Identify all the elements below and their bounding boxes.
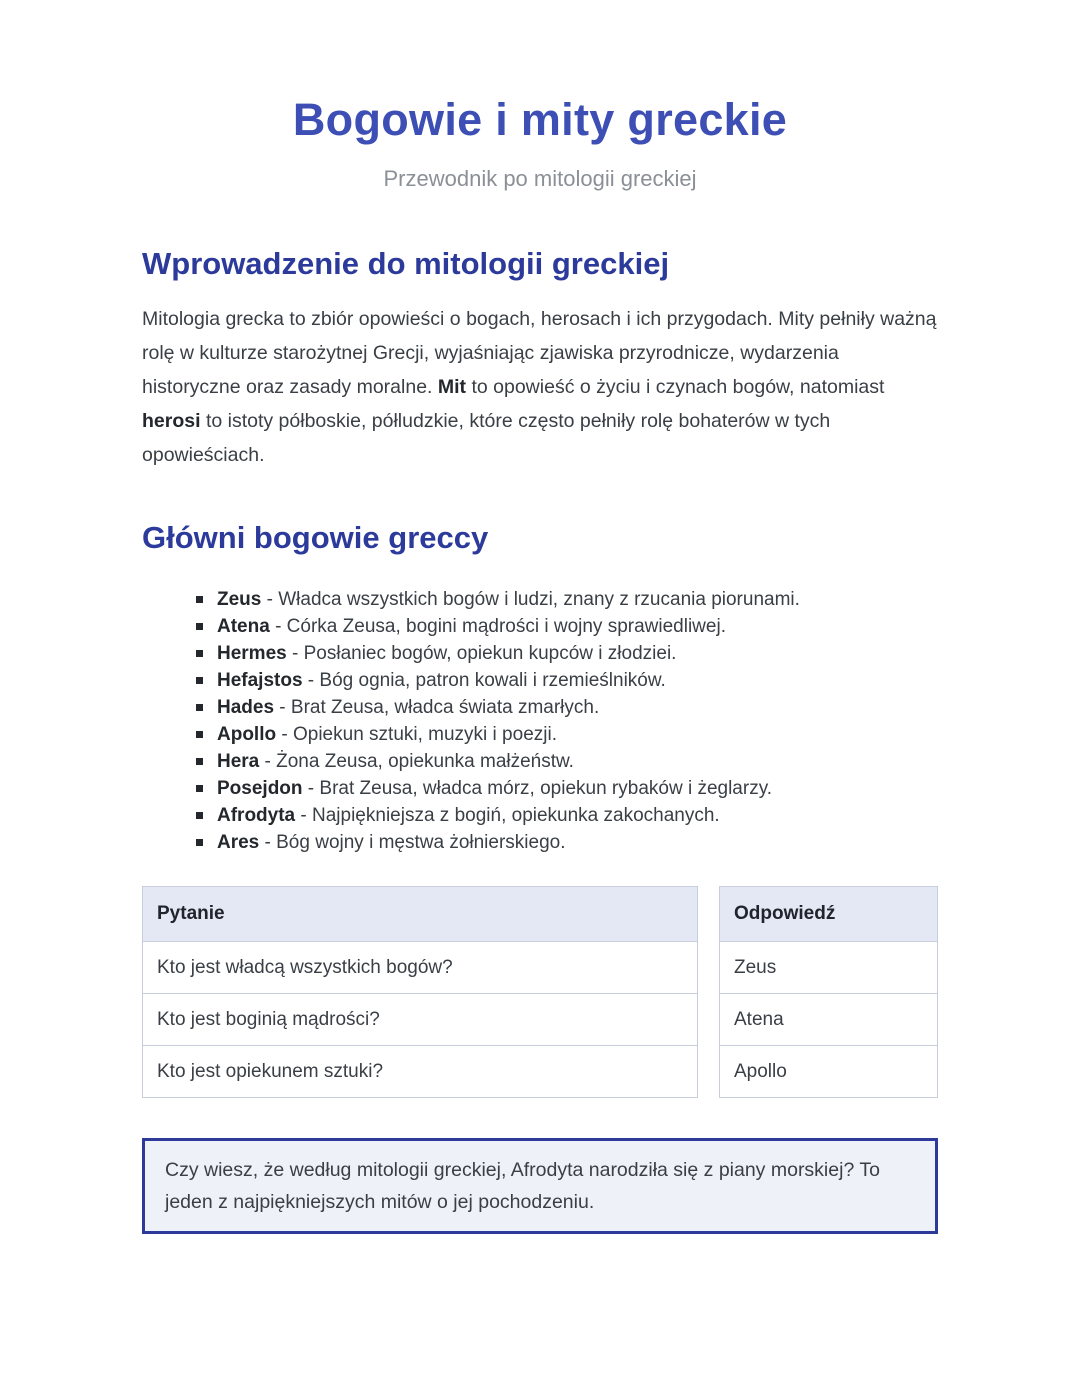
god-description: - Córka Zeusa, bogini mądrości i wojny sprawiedliwej.: [269, 616, 726, 637]
section-heading-gods: Główni bogowie greccy: [142, 520, 489, 555]
god-name: Zeus: [217, 589, 262, 610]
god-description: - Władca wszystkich bogów i ludzi, znany z rzucania piorunami.: [261, 589, 800, 610]
god-description: - Bóg wojny i męstwa żołnierskiego.: [259, 832, 566, 853]
god-name: Atena: [217, 616, 270, 637]
intro-term-herosi: herosi: [142, 410, 201, 432]
list-item-atena: [196, 613, 938, 640]
infobox-text: Czy wiesz, że według mitologii greckiej, Afrodyta narodziła się z piany morskiej? To jeden z najpiękniejszych mitów o jej pochodzeniu.: [165, 1159, 880, 1213]
god-description: - Brat Zeusa, władca mórz, opiekun rybaków i żeglarzy.: [302, 778, 773, 799]
god-name: Posejdon: [217, 778, 303, 799]
table-header-question: Pytanie: [142, 886, 698, 942]
god-description: - Posłaniec bogów, opiekun kupców i złodziei.: [286, 643, 677, 664]
bullet-square-icon: [196, 812, 203, 819]
list-item-hades: [196, 694, 938, 721]
page-subtitle: Przewodnik po mitologii greckiej: [383, 166, 697, 191]
intro-paragraph-part-2: to opowieść o życiu i czynach bogów, natomiast: [466, 376, 885, 398]
bullet-square-icon: [196, 704, 203, 711]
god-description: - Opiekun sztuki, muzyki i poezji.: [276, 724, 557, 745]
intro-paragraph-part-3: to istoty półboskie, półludzkie, które często pełniły rolę bohaterów w tych opowieściach.: [142, 410, 831, 466]
bullet-square-icon: [196, 758, 203, 765]
god-description: - Bóg ognia, patron kowali i rzemieślników.: [302, 670, 666, 691]
list-item-zeus: [196, 586, 938, 613]
god-name: Ares: [217, 832, 260, 853]
list-item-posejdon: [196, 775, 938, 802]
list-item-apollo: [196, 721, 938, 748]
bullet-square-icon: [196, 677, 203, 684]
table-header-answer: Odpowiedź: [719, 886, 938, 942]
bullet-square-icon: [196, 650, 203, 657]
bullet-square-icon: [196, 596, 203, 603]
god-description: - Brat Zeusa, władca świata zmarłych.: [274, 697, 600, 718]
gods-list: [196, 586, 938, 856]
bullet-square-icon: [196, 785, 203, 792]
section-heading-intro: Wprowadzenie do mitologii greckiej: [142, 246, 670, 281]
bullet-square-icon: [196, 839, 203, 846]
god-name: Hades: [217, 697, 275, 718]
god-name: Hera: [217, 751, 260, 772]
table-cell-question: Kto jest władcą wszystkich bogów?: [142, 942, 698, 994]
table-cell-answer: Atena: [719, 994, 938, 1046]
table-cell-answer: Apollo: [719, 1046, 938, 1098]
list-item-hera: [196, 748, 938, 775]
god-name: Hefajstos: [217, 670, 303, 691]
list-item-hermes: [196, 640, 938, 667]
qa-table: [142, 886, 938, 1098]
intro-paragraph: [142, 302, 938, 472]
god-description: - Żona Zeusa, opiekunka małżeństw.: [259, 751, 574, 772]
table-cell-question: Kto jest opiekunem sztuki?: [142, 1046, 698, 1098]
god-description: - Najpiękniejsza z bogiń, opiekunka zakochanych.: [295, 805, 720, 826]
did-you-know-box: [142, 1138, 938, 1234]
list-item-hefajstos: [196, 667, 938, 694]
table-cell-answer: Zeus: [719, 942, 938, 994]
list-item-ares: [196, 829, 938, 856]
god-name: Afrodyta: [217, 805, 296, 826]
god-name: Apollo: [217, 724, 277, 745]
bullet-square-icon: [196, 731, 203, 738]
god-name: Hermes: [217, 643, 287, 664]
list-item-afrodyta: [196, 802, 938, 829]
table-cell-question: Kto jest boginią mądrości?: [142, 994, 698, 1046]
page-title: Bogowie i mity greckie: [292, 94, 788, 145]
intro-term-mit: Mit: [437, 376, 467, 398]
bullet-square-icon: [196, 623, 203, 630]
intro-paragraph-part-1: Mitologia grecka to zbiór opowieści o bogach, herosach i ich przygodach. Mity pełniły ważną rolę w kulturze starożytnej Grecji, wyjaśniając zjawiska przyrodnicze, wydarzenia historyczne oraz zasady moralne.: [142, 308, 937, 398]
